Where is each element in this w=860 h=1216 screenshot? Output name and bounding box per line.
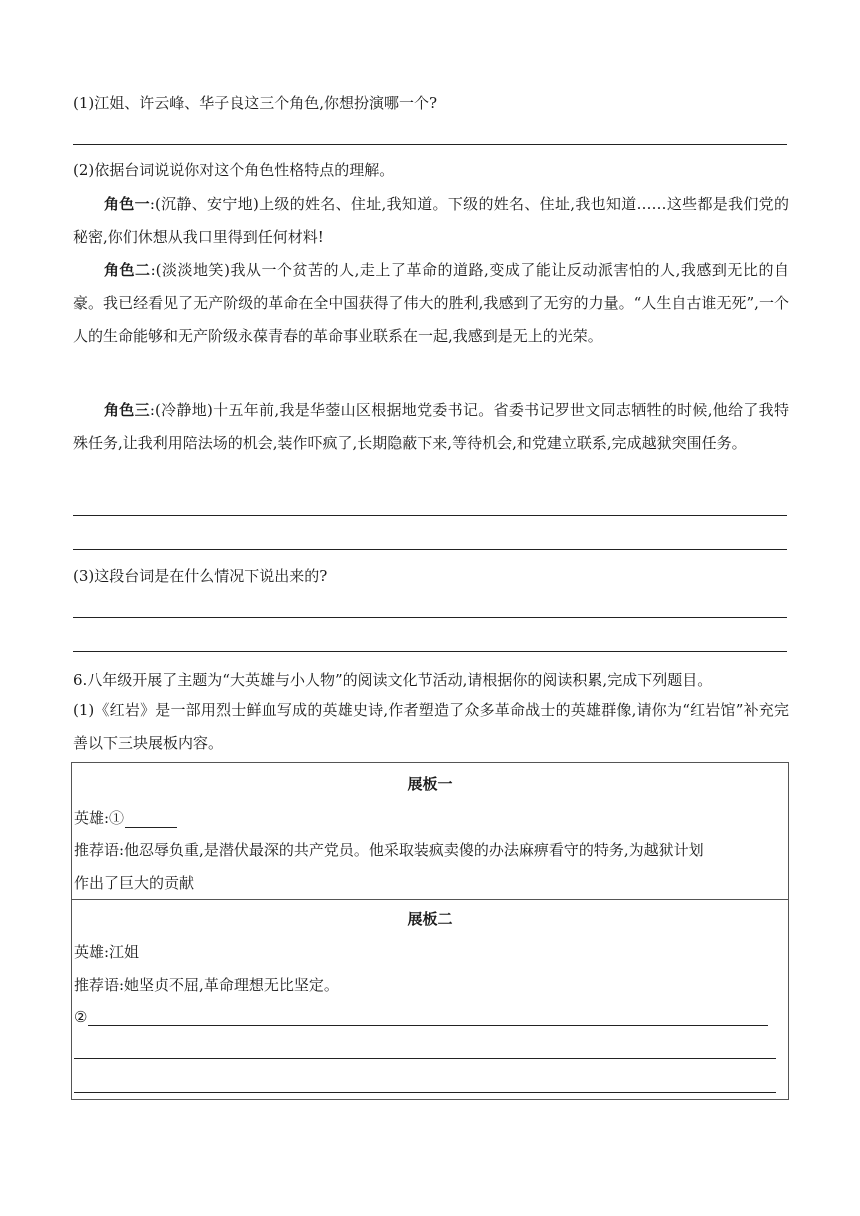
answer-line xyxy=(73,515,787,516)
q5-sub3: (3)这段台词是在什么情况下说出来的? xyxy=(73,567,328,585)
hero-answer-blank[interactable] xyxy=(125,813,177,828)
role-three-paragraph xyxy=(73,394,789,460)
role-one-paragraph xyxy=(73,188,789,254)
board-one-recommend-line1: 推荐语:他忍辱负重,是潜伏最深的共产党员。他采取装疯卖傻的办法麻痹看守的特务,为越狱计划 xyxy=(74,841,704,859)
board-two-answer-blank[interactable] xyxy=(88,1011,768,1026)
q6-intro: 6.八年级开展了主题为“大英雄与小人物”的阅读文化节活动,请根据你的阅读积累,完成下列题目。 xyxy=(73,671,713,689)
board-two-recommend: 推荐语:她坚贞不屈,革命理想无比坚定。 xyxy=(74,976,339,994)
answer-line xyxy=(73,651,787,652)
board-one-recommend-line2: 作出了巨大的贡献 xyxy=(74,874,195,892)
role-two-label: 角色二 xyxy=(104,261,151,279)
answer-line xyxy=(73,549,787,550)
board-two-answer-row xyxy=(74,1008,768,1026)
role-three-label: 角色三 xyxy=(104,401,150,419)
answer-line xyxy=(73,144,787,145)
role-two-text: :(淡淡地笑)我从一个贫苦的人,走上了革命的道路,变成了能让反动派害怕的人,我感到无比的自豪。我已经看见了无产阶级的革命在全中国获得了伟大的胜利,我感到了无穷的力量。“人生自古谁无死”,一个人的生命能够和无产阶级永葆青春的革命事业联系在一起,我感到是无上的光荣。 xyxy=(73,261,789,345)
board-two-title: 展板二 xyxy=(407,910,453,928)
board-one-title: 展板一 xyxy=(407,775,453,793)
answer-line[interactable] xyxy=(74,1092,776,1093)
display-board-table xyxy=(71,762,789,1100)
answer-line xyxy=(73,617,787,618)
q6-sub1: (1)《红岩》是一部用烈士鲜血写成的英雄史诗,作者塑造了众多革命战士的英雄群像,请你为“红岩馆”补充完善以下三块展板内容。 xyxy=(73,701,789,752)
board-one-hero-label: 英雄:① xyxy=(74,809,125,827)
board-two-hero: 英雄:江姐 xyxy=(74,943,140,961)
circled-two-marker: ② xyxy=(74,1008,88,1026)
q5-sub2: (2)依据台词说说你对这个角色性格特点的理解。 xyxy=(73,161,395,179)
q5-sub1: (1)江姐、许云峰、华子良这三个角色,你想扮演哪一个? xyxy=(73,94,438,112)
answer-line[interactable] xyxy=(74,1058,776,1059)
board-one-hero xyxy=(74,807,177,828)
role-two-paragraph xyxy=(73,254,789,353)
role-three-text: :(冷静地)十五年前,我是华蓥山区根据地党委书记。省委书记罗世文同志牺牲的时候,他给了我特殊任务,让我利用陪法场的机会,装作吓疯了,长期隐蔽下来,等待机会,和党建立联系,完成越狱突围任务。 xyxy=(73,401,789,452)
board-divider xyxy=(72,899,788,900)
role-one-label: 角色一 xyxy=(104,195,150,213)
role-one-text: :(沉静、安宁地)上级的姓名、住址,我知道。下级的姓名、住址,我也知道……这些都是我们党的秘密,你们休想从我口里得到任何材料! xyxy=(73,195,789,246)
